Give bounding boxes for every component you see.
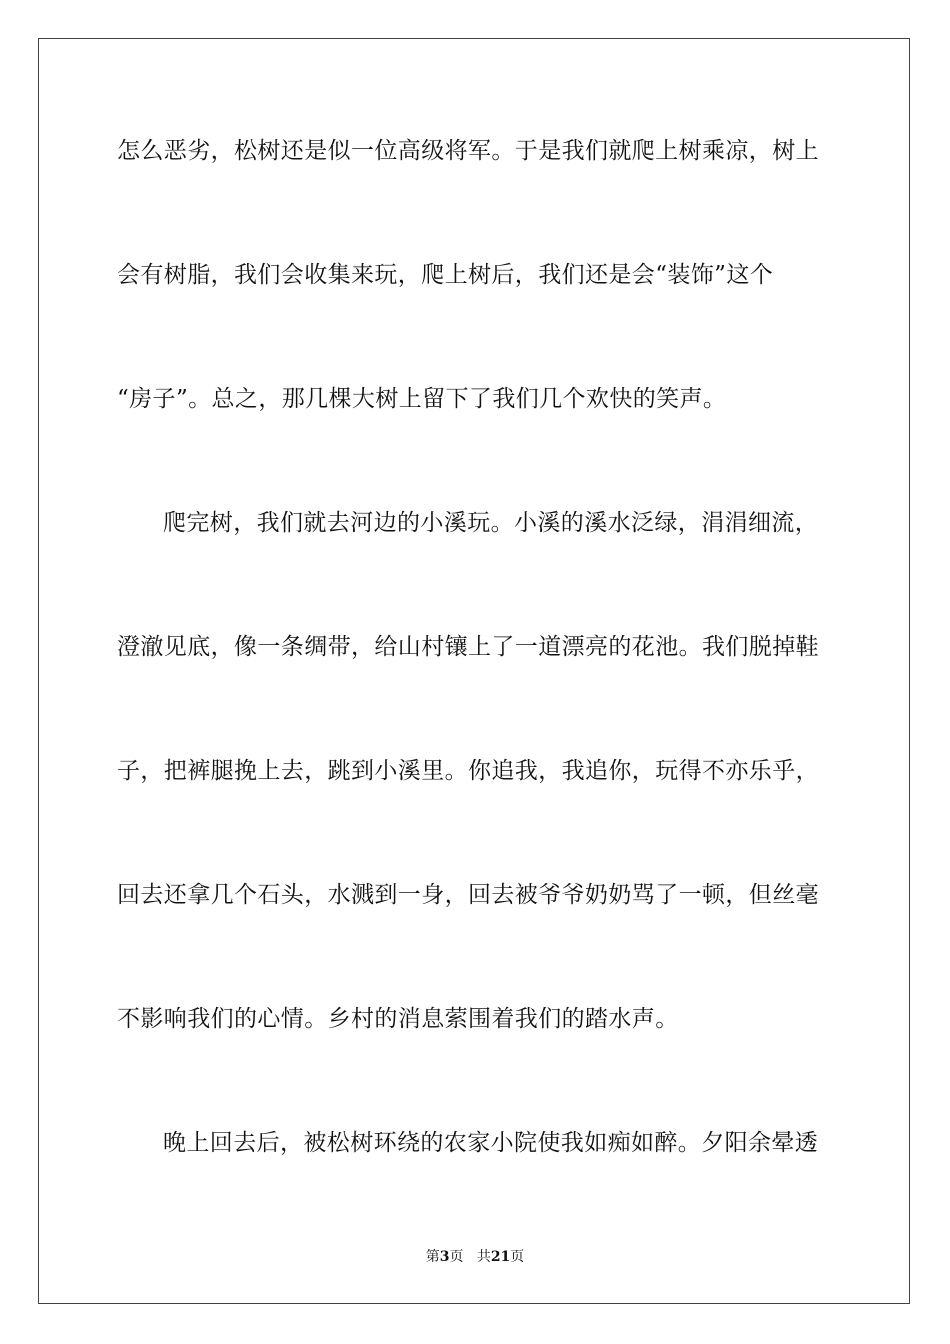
text-line: 澄澈见底，像一条绸带，给山村镶上了一道漂亮的花池。我们脱掉鞋	[117, 634, 819, 660]
footer-total-prefix: 共	[476, 1249, 491, 1265]
current-page-number: 3	[439, 1249, 450, 1265]
text-line: 怎么恶劣，松树还是似一位高级将军。于是我们就爬上树乘凉，树上	[117, 138, 819, 164]
footer-page-suffix: 页	[449, 1249, 464, 1265]
text-line: 子，把裤腿挽上去，跳到小溪里。你追我，我追你，玩得不亦乐乎，	[117, 758, 819, 784]
footer-prefix: 第	[425, 1249, 440, 1265]
paragraph-first-line: 晚上回去后，被松树环绕的农家小院使我如痴如醉。夕阳余晕透	[163, 1130, 819, 1156]
footer-total-suffix: 页	[510, 1249, 525, 1265]
text-line: “房子”。总之，那几棵大树上留下了我们几个欢快的笑声。	[117, 386, 727, 412]
text-line: 会有树脂，我们会收集来玩，爬上树后，我们还是会“装饰”这个	[117, 262, 774, 288]
text-line: 不影响我们的心情。乡村的消息萦围着我们的踏水声。	[117, 1006, 679, 1032]
page-frame	[38, 38, 910, 1304]
total-page-count: 21	[490, 1249, 511, 1265]
page-footer	[0, 1248, 950, 1266]
text-line: 回去还拿几个石头，水溅到一身，回去被爷爷奶奶骂了一顿，但丝毫	[117, 882, 819, 908]
paragraph-first-line: 爬完树，我们就去河边的小溪玩。小溪的溪水泛绿，涓涓细流，	[163, 510, 819, 536]
